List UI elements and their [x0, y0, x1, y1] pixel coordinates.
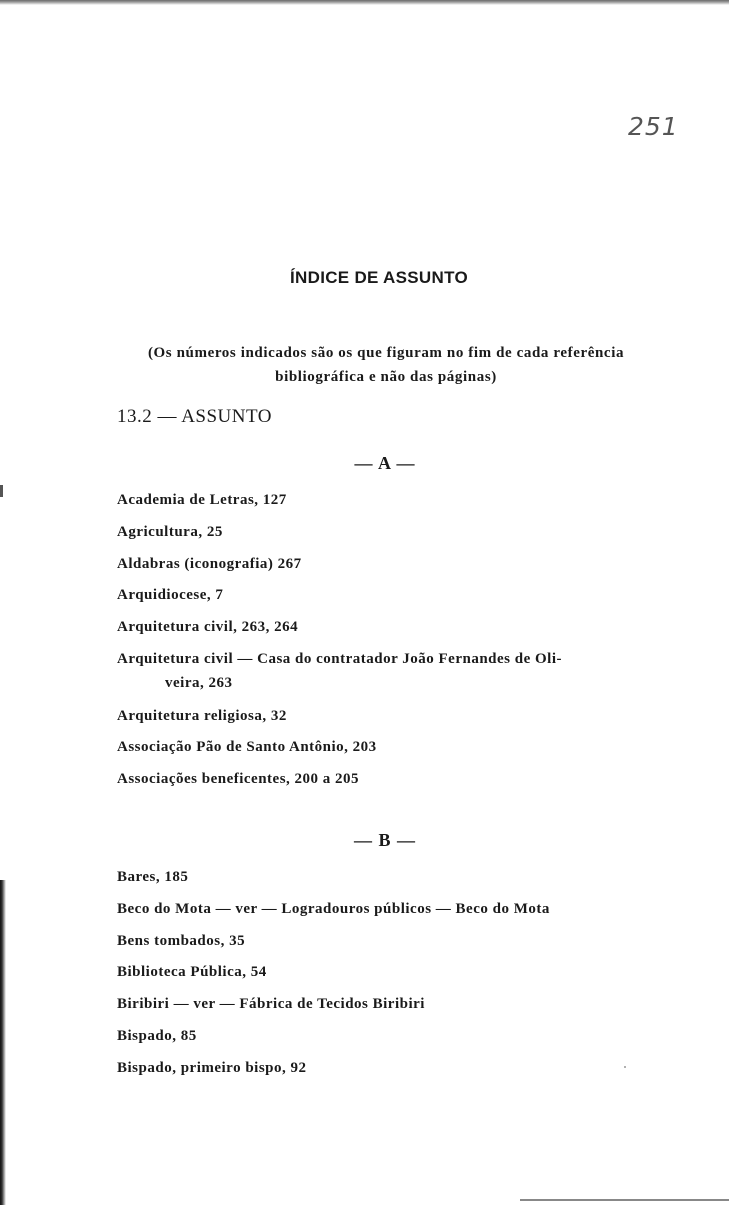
index-entry: Agricultura, 25	[117, 524, 223, 540]
section-heading: 13.2 — ASSUNTO	[117, 406, 272, 427]
scan-edge-left	[0, 880, 6, 1205]
index-entry: Arquitetura civil, 263, 264	[117, 619, 299, 635]
index-entry-continuation: veira, 263	[165, 675, 233, 691]
page-title: ÍNDICE DE ASSUNTO	[290, 268, 468, 287]
index-entry: Arquitetura religiosa, 32	[117, 708, 287, 724]
index-entry: Biribiri — ver — Fábrica de Tecidos Biribiri	[117, 996, 425, 1012]
scan-speck	[624, 1066, 626, 1068]
scan-edge-mark	[0, 485, 3, 497]
index-entry: Bispado, 85	[117, 1028, 197, 1044]
index-entry: Associação Pão de Santo Antônio, 203	[117, 739, 377, 755]
index-entry: Academia de Letras, 127	[117, 492, 287, 508]
letter-heading-b: — B —	[353, 830, 416, 850]
index-entry: Biblioteca Pública, 54	[117, 964, 267, 980]
scan-edge-top	[0, 0, 729, 5]
letter-heading-a: — A —	[354, 453, 416, 473]
index-entry: Bares, 185	[117, 869, 189, 885]
page-number: 251	[628, 112, 679, 141]
index-entry: Arquidiocese, 7	[117, 587, 224, 603]
index-entry: Beco do Mota — ver — Logradouros públicos — Beco do Mota	[117, 901, 550, 917]
intro-note: (Os números indicados são os que figuram no fim de cada referência bibliográfica e não das páginas)	[147, 345, 625, 385]
index-entry: Associações beneficentes, 200 a 205	[117, 771, 360, 787]
scan-edge-bottom	[520, 1199, 729, 1201]
index-entry: Bens tombados, 35	[117, 933, 246, 949]
index-entry: Bispado, primeiro bispo, 92	[117, 1060, 307, 1076]
index-entry: Aldabras (iconografia) 267	[117, 556, 302, 572]
index-entry: Arquitetura civil — Casa do contratador João Fernandes de Oli-	[117, 651, 563, 667]
